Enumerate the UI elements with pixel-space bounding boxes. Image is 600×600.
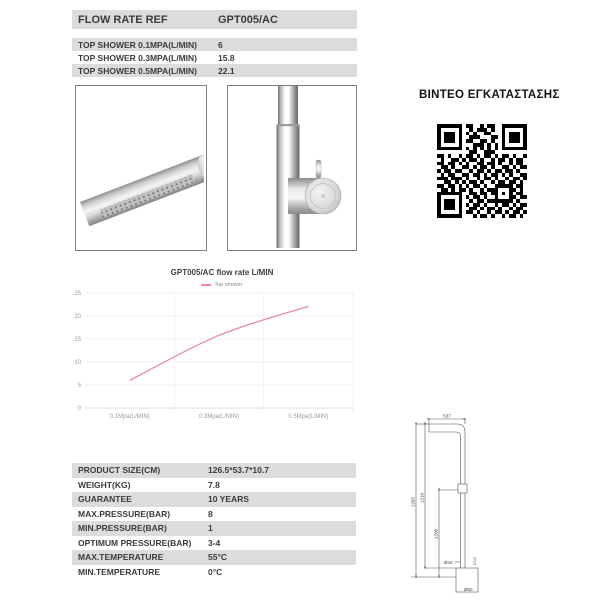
product-image-diverter-knob (227, 85, 357, 251)
product-image-shower-bar (75, 85, 207, 251)
chart-plot-area (72, 264, 372, 426)
qr-code (437, 124, 527, 218)
row-label: TOP SHOWER 0.3MPA(L/MIN) (78, 52, 198, 63)
row-label: PRODUCT SIZE(CM) (78, 465, 161, 476)
y-tick-label: 0 (77, 406, 81, 412)
row-label: MAX.TEMPERATURE (78, 552, 164, 563)
y-tick-label: 25 (74, 291, 81, 297)
dimension-drawing (408, 410, 508, 600)
x-tick-label: 0.5Mpa(L/MIN) (288, 414, 329, 420)
flow-rate-rows (72, 38, 357, 77)
qr-module (523, 214, 527, 218)
row-value: 8 (208, 508, 213, 519)
row-label: MIN.PRESSURE(BAR) (78, 523, 167, 534)
table-row (72, 507, 356, 522)
y-tick-label: 20 (74, 314, 81, 320)
table-row (72, 565, 356, 580)
table-row (72, 521, 356, 536)
row-value: 22.1 (218, 65, 235, 76)
spec-table (72, 463, 356, 579)
row-value: 7.8 (208, 479, 220, 490)
row-value: 55°C (208, 552, 227, 563)
flow-rate-header-label: FLOW RATE REF (78, 13, 168, 26)
y-tick-label: 5 (77, 383, 81, 389)
legend-label: Top shower (214, 282, 243, 288)
dim-pipe-diameter: Ø42 (444, 560, 453, 565)
flow-rate-header-value: GPT005/AC (218, 13, 278, 26)
dim-hose-length: 1200 (433, 528, 439, 540)
row-label: OPTIMUM PRESSURE(BAR) (78, 537, 192, 548)
row-label: GUARANTEE (78, 494, 132, 505)
shower-bar-illustration (76, 86, 204, 248)
table-row (72, 38, 357, 51)
dim-base-diameter: Ø60 (464, 587, 473, 592)
flow-rate-table (72, 10, 357, 77)
dim-inlet-thread: G1/2 (473, 556, 477, 566)
row-label: MIN.TEMPERATURE (78, 566, 161, 577)
row-value: 1 (208, 523, 213, 534)
table-row (72, 550, 356, 565)
row-label: WEIGHT(KG) (78, 479, 131, 490)
row-value: 0°C (208, 566, 223, 577)
diverter-knob-illustration (228, 86, 354, 248)
x-tick-label: 0.3Mpa(L/MIN) (198, 414, 240, 420)
y-tick-label: 15 (74, 337, 81, 343)
dim-upper-height: 1210 (419, 492, 425, 504)
table-row (72, 51, 357, 64)
series-line-top-shower (130, 306, 309, 380)
row-value: 15.8 (218, 52, 235, 63)
table-row (72, 536, 356, 551)
chart-title: GPT005/AC flow rate L/MIN (170, 268, 274, 277)
x-tick-label: 0.1Mpa(L/MIN) (109, 414, 150, 420)
table-row (72, 463, 356, 478)
dim-total-height: 1265 (410, 496, 416, 508)
row-label: MAX.PRESSURE(BAR) (78, 508, 171, 519)
technical-drawing (408, 410, 508, 600)
y-tick-label: 10 (74, 360, 81, 366)
flow-rate-header-row (72, 10, 357, 29)
row-label: TOP SHOWER 0.5MPA(L/MIN) (78, 65, 198, 76)
row-value: 3-4 (208, 537, 221, 548)
table-row (72, 492, 356, 507)
row-label: TOP SHOWER 0.1MPA(L/MIN) (78, 39, 198, 50)
dim-top-width: 537 (443, 413, 451, 419)
table-row (72, 478, 356, 493)
row-value: 126.5*53.7*10.7 (208, 465, 269, 476)
installation-video-title: ΒΙΝΤΕΟ ΕΓΚΑΤΑΣΤΑΣΗΣ (419, 89, 560, 101)
flow-rate-chart (72, 264, 372, 426)
row-value: 6 (218, 39, 223, 50)
row-value: 10 YEARS (208, 494, 249, 505)
table-row (72, 64, 357, 77)
